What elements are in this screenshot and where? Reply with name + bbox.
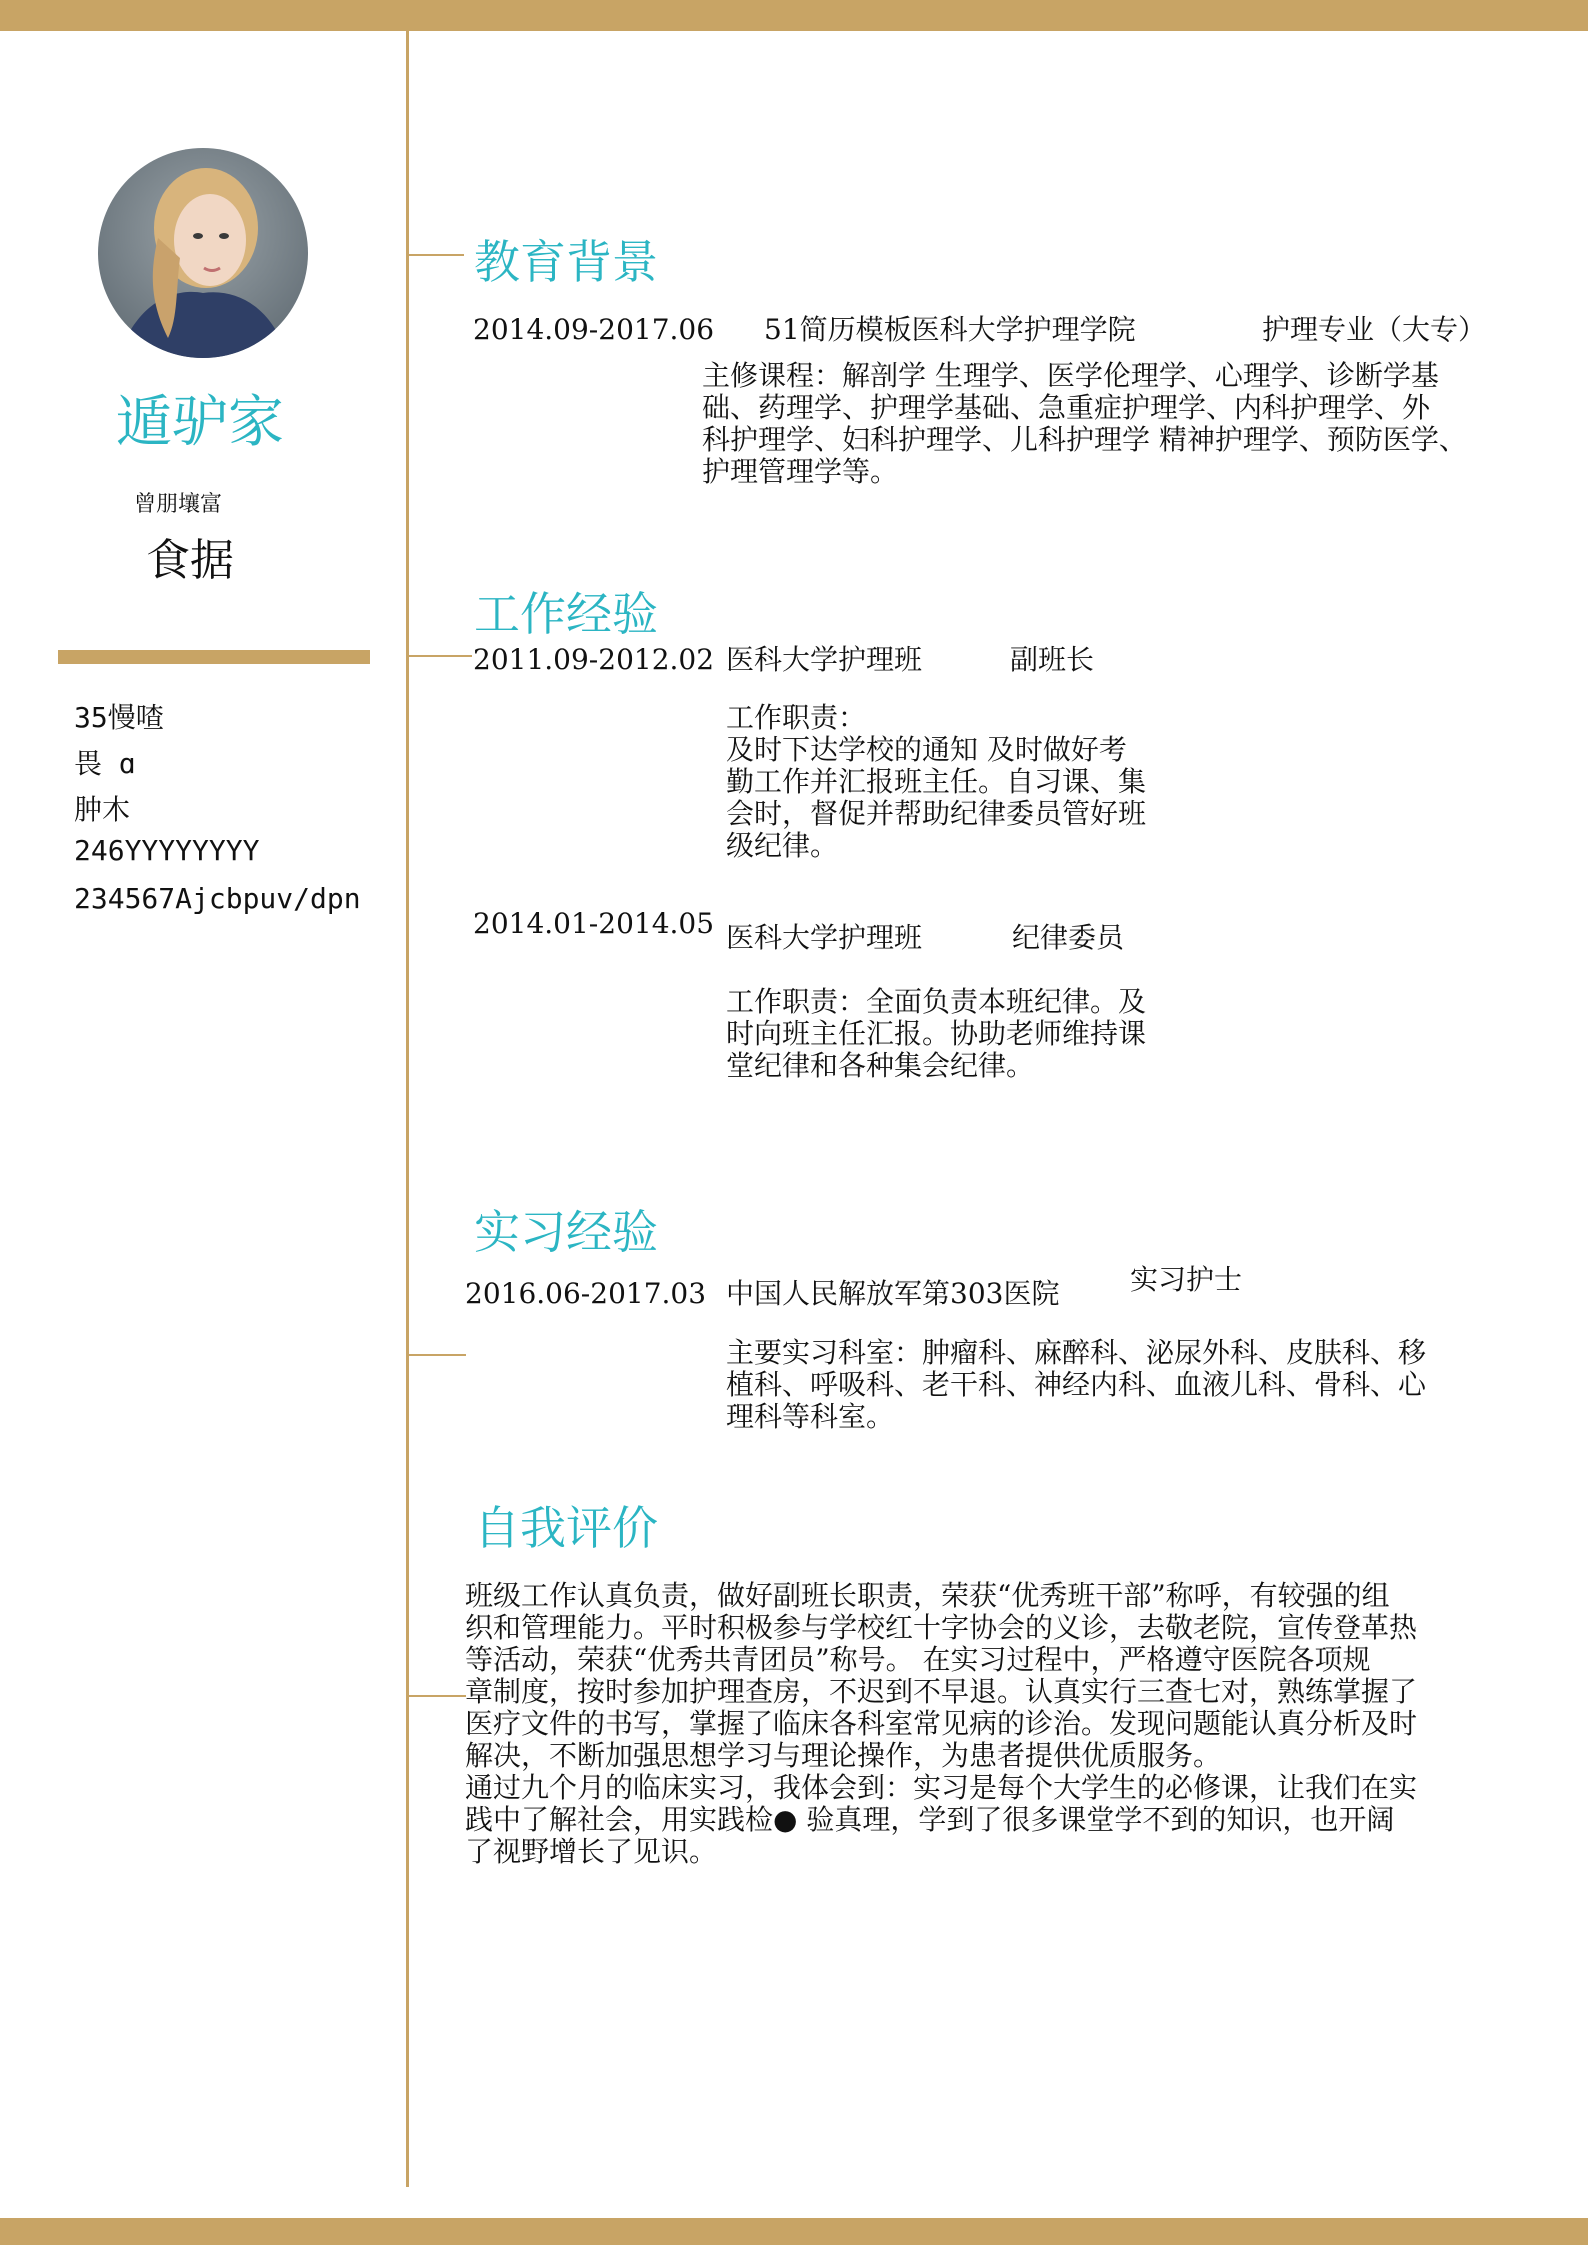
- internship-date: 2016.06-2017.03: [465, 1277, 707, 1310]
- duty-line: 工作职责：: [726, 701, 867, 734]
- work-1-role: 副班长: [1010, 643, 1095, 676]
- work-2-org: 医科大学护理班: [726, 921, 923, 954]
- department-line: 理科等科室。: [726, 1400, 895, 1433]
- education-date: 2014.09-2017.06: [473, 313, 715, 346]
- profile-subtitle-small: 曾朋壤富: [134, 492, 223, 517]
- timeline-tick-work: [408, 655, 472, 657]
- eval-line: 医疗文件的书写，掌握了临床各科室常见病的诊治。发现问题能认真分析及时: [465, 1707, 1418, 1740]
- contact-line-3: 肿木: [74, 793, 131, 826]
- course-line: 护理管理学等。: [702, 455, 899, 488]
- course-line: 础、药理学、护理学基础、急重症护理学、内科护理学、外: [702, 391, 1431, 424]
- timeline-tick-internship: [408, 1354, 466, 1356]
- section-title-self-eval: 自我评价: [474, 1501, 658, 1555]
- internship-role: 实习护士: [1130, 1263, 1243, 1296]
- work-2-date: 2014.01-2014.05: [473, 907, 715, 940]
- duty-line: 勤工作并汇报班主任。自习课、集: [726, 765, 1147, 798]
- profile-name: 遁驴家: [116, 390, 284, 455]
- internship-org: 中国人民解放军第303医院: [726, 1277, 1060, 1310]
- department-line: 植科、呼吸科、老干科、神经内科、血液儿科、骨科、心: [726, 1368, 1427, 1401]
- work-1-org: 医科大学护理班: [726, 643, 923, 676]
- sidebar-divider: [58, 650, 370, 664]
- department-line: 主要实习科室：肿瘤科、麻醉科、泌尿外科、皮肤科、移: [726, 1336, 1427, 1369]
- course-line: 科护理学、妇科护理学、儿科护理学 精神护理学、预防医学、: [702, 423, 1467, 456]
- eval-line: 践中了解社会，用实践检● 验真理，学到了很多课堂学不到的知识，也开阔: [465, 1803, 1395, 1836]
- section-title-work: 工作经验: [474, 587, 658, 641]
- contact-line-2: 畏 ɑ: [74, 747, 136, 780]
- work-1-duties: [726, 702, 1146, 862]
- eval-line: 等活动，荣获“优秀共青团员”称号。 在实习过程中，严格遵守医院各项规: [465, 1643, 1371, 1676]
- course-line: 主修课程：解剖学 生理学、医学伦理学、心理学、诊断学基: [702, 359, 1439, 392]
- timeline-tick-self-eval: [408, 1695, 466, 1697]
- timeline-tick-education: [408, 254, 464, 256]
- duty-line: 堂纪律和各种集会纪律。: [726, 1049, 1035, 1082]
- contact-line-5: 234567Ajcbpuv/dpn: [74, 882, 361, 915]
- self-eval-text: [465, 1580, 1417, 1868]
- work-1-date: 2011.09-2012.02: [473, 643, 715, 676]
- bottom-accent-bar: [0, 2218, 1588, 2245]
- eval-line: 解决，不断加强思想学习与理论操作，为患者提供优质服务。: [465, 1739, 1222, 1772]
- contact-line-4: 246YYYYYYYY: [74, 834, 260, 867]
- eval-line: 班级工作认真负责，做好副班长职责，荣获“优秀班干部”称呼，有较强的组: [465, 1579, 1390, 1612]
- section-title-education: 教育背景: [474, 235, 658, 289]
- education-school: 51简历模板医科大学护理学院: [764, 313, 1136, 346]
- duty-line: 级纪律。: [726, 829, 839, 862]
- work-2-role: 纪律委员: [1012, 921, 1125, 954]
- eval-line: 织和管理能力。平时积极参与学校红十字协会的义诊，去敬老院，宣传登革热: [465, 1611, 1418, 1644]
- top-accent-bar: [0, 0, 1588, 31]
- duty-line: 工作职责：全面负责本班纪律。及: [726, 985, 1147, 1018]
- timeline-line: [406, 31, 409, 2187]
- section-title-internship: 实习经验: [474, 1205, 658, 1259]
- internship-departments: [726, 1337, 1426, 1433]
- duty-line: 及时下达学校的通知 及时做好考: [726, 733, 1127, 766]
- duty-line: 会时，督促并帮助纪律委员管好班: [726, 797, 1147, 830]
- contact-line-1: 35慢喳: [74, 701, 164, 734]
- education-courses: [702, 360, 1467, 488]
- profile-subtitle-big: 食据: [146, 535, 234, 586]
- avatar: [98, 148, 308, 358]
- duty-line: 时向班主任汇报。协助老师维持课: [726, 1017, 1147, 1050]
- eval-line: 章制度，按时参加护理查房，不迟到不早退。认真实行三查七对，熟练掌握了: [465, 1675, 1418, 1708]
- eval-line: 了视野增长了见识。: [465, 1835, 718, 1868]
- work-2-duties: [726, 986, 1146, 1082]
- eval-line: 通过九个月的临床实习，我体会到：实习是每个大学生的必修课，让我们在实: [465, 1771, 1418, 1804]
- education-major: 护理专业（大专）: [1262, 313, 1487, 346]
